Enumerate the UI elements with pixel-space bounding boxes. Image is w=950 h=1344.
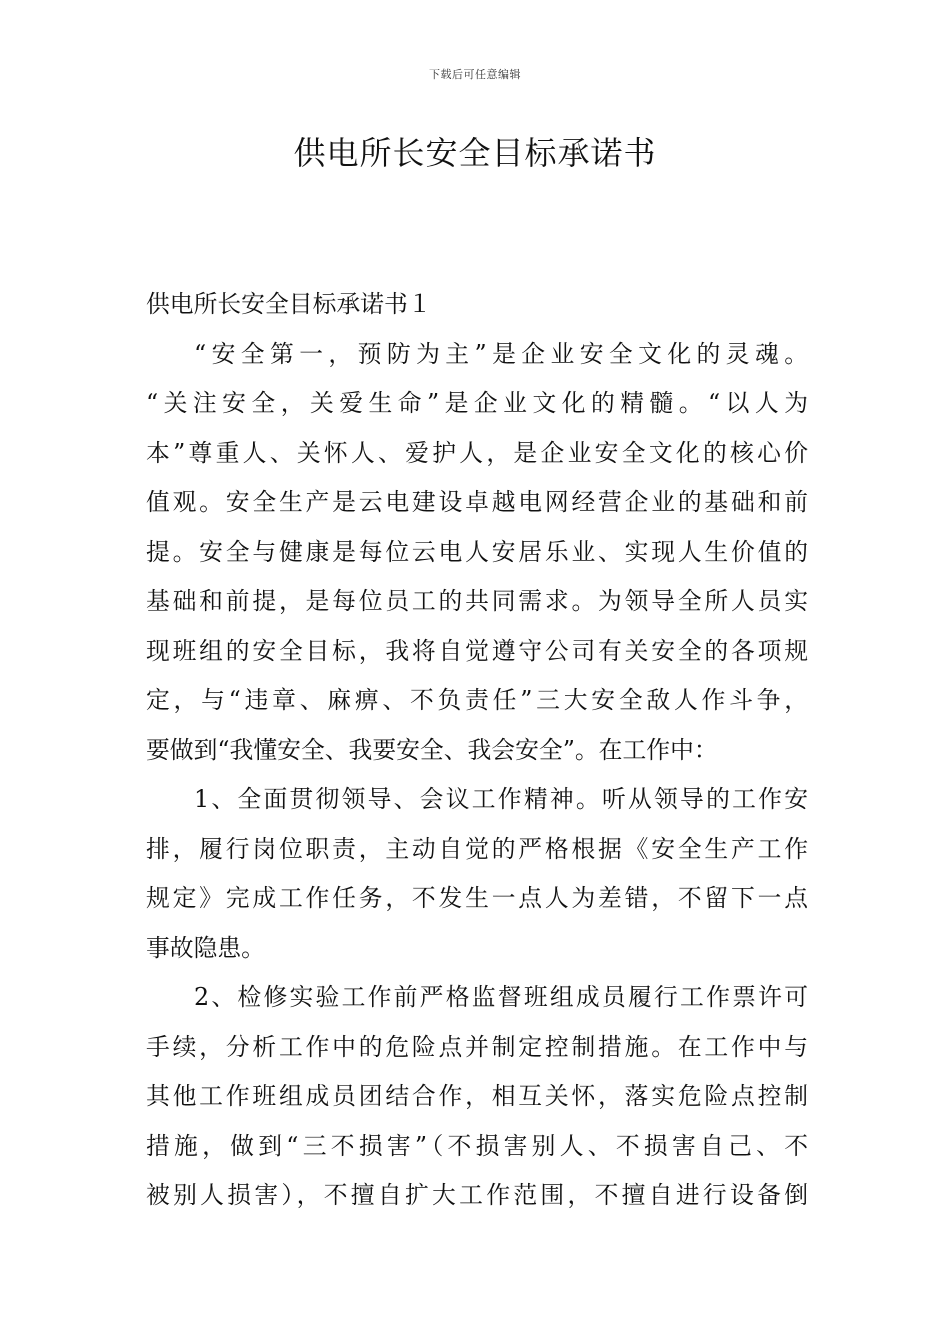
paragraph-1-line: 基础和前提，是每位员工的共同需求。为领导全所人员实 bbox=[146, 587, 808, 615]
paragraph-1-line: 提。安全与健康是每位云电人安居乐业、实现人生价值的 bbox=[146, 537, 808, 566]
paragraph-1-line: 本”尊重人、关怀人、爱护人，是企业安全文化的核心价 bbox=[146, 438, 808, 467]
paragraph-2-line: 排，履行岗位职责，主动自觉的严格根据《安全生产工作 bbox=[146, 834, 808, 863]
paragraph-3-line: 措施，做到“三不损害”（不损害别人、不损害自己、不 bbox=[146, 1131, 808, 1160]
document-body bbox=[146, 280, 808, 1221]
paragraph-3-line: 其他工作班组成员团结合作，相互关怀，落实危险点控制 bbox=[146, 1082, 808, 1110]
paragraph-2-line: 规定》完成工作任务，不发生一点人为差错，不留下一点 bbox=[146, 884, 808, 912]
paragraph-3-line: 2、检修实验工作前严格监督班组成员履行工作票许可 bbox=[194, 983, 808, 1011]
paragraph-1-line: 定，与“违章、麻痹、不负责任”三大安全敌人作斗争， bbox=[146, 686, 808, 714]
paragraph-1-line: “关注安全，关爱生命”是企业文化的精髓。“以人为 bbox=[146, 389, 808, 417]
paragraph-1-line: 值观。安全生产是云电建设卓越电网经营企业的基础和前 bbox=[146, 488, 808, 516]
document-title: 供电所长安全目标承诺书 bbox=[293, 134, 657, 172]
paragraph-1-line: 要做到“我懂安全、我要安全、我会安全”。在工作中： bbox=[146, 735, 718, 764]
paragraph-2-line: 事故隐患。 bbox=[146, 933, 265, 962]
paragraph-3-line: 手续，分析工作中的危险点并制定控制措施。在工作中与 bbox=[146, 1032, 808, 1061]
paragraph-2-line: 1、全面贯彻领导、会议工作精神。听从领导的工作安 bbox=[194, 785, 808, 813]
section-heading: 供电所长安全目标承诺书１ bbox=[146, 290, 432, 318]
paragraph-1-line: 现班组的安全目标，我将自觉遵守公司有关安全的各项规 bbox=[146, 636, 808, 665]
header-note: 下载后可任意编辑 bbox=[429, 68, 521, 81]
paragraph-3-line: 被别人损害），不擅自扩大工作范围，不擅自进行设备倒 bbox=[146, 1181, 808, 1209]
paragraph-1-line: “安全第一，预防为主”是企业安全文化的灵魂。 bbox=[194, 339, 808, 368]
